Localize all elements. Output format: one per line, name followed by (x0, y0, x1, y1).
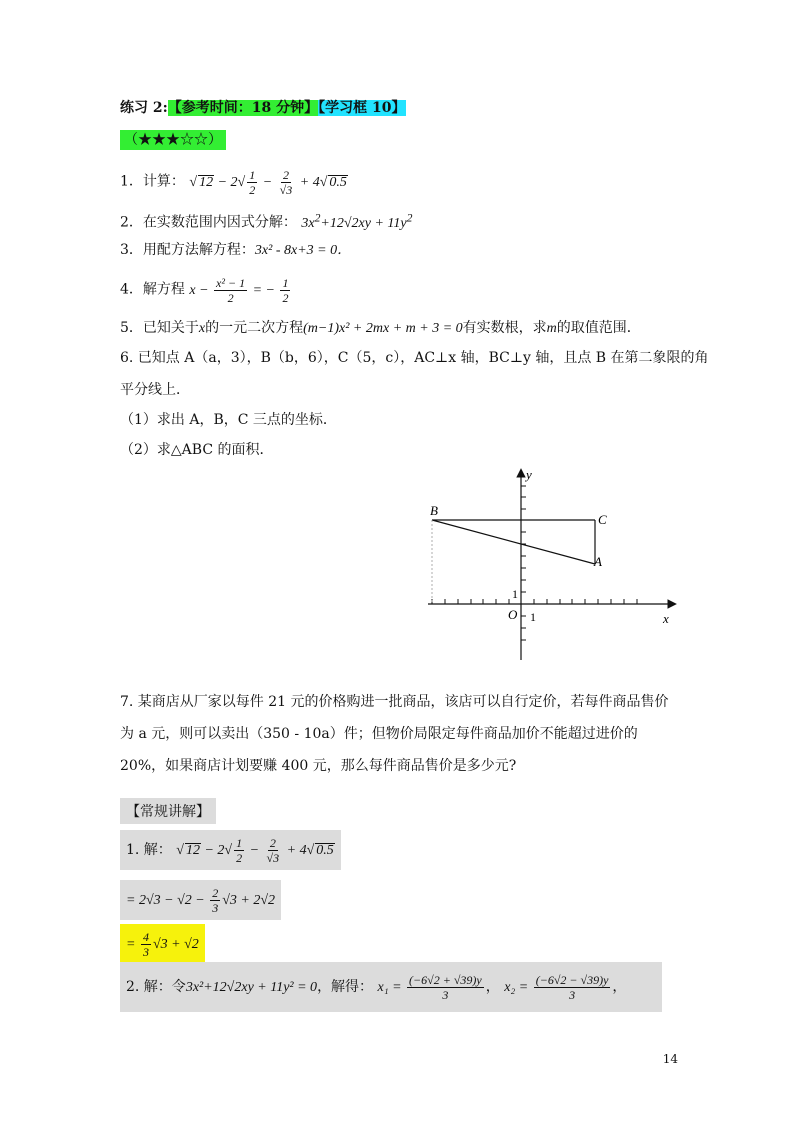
solution-1-result: = $\frac{4}{3}$ √3 + √2 (126, 930, 199, 960)
problem-5-text-a: 5．已知关于 (120, 320, 199, 336)
problem-3-label: 3．用配方法解方程： (120, 242, 255, 258)
solution-1-step-2: = 2√3 − √2 − $\frac{2}{3}$ √3 + 2√2 (126, 886, 276, 916)
x-axis-ticks (432, 599, 637, 604)
solution-1-label: 1. 解： (126, 842, 172, 858)
solution-1-answer (120, 924, 205, 964)
solution-2-label: 2. 解：令 (126, 979, 186, 995)
solution-2-root-2: x₂ = $\frac{(-6√2 - √39)y}{3}$ (504, 973, 609, 1003)
problem-5-text-c: 有实数根，求 (462, 320, 547, 336)
problem-4-label: 4．解方程 (120, 281, 185, 298)
problem-6-line-2: 平分线上． (120, 382, 190, 398)
label-b: B (430, 503, 438, 518)
solution-heading: 【常规讲解】 (120, 798, 216, 824)
label-x: x (663, 611, 669, 626)
problem-6-question-1: （1）求出 A，B，C 三点的坐标． (120, 412, 337, 428)
label-c: C (598, 512, 607, 527)
problem-1-expression: √ 12 − 2√ $\frac{1}{2}$ − $\frac{2}{√3}$ + 4√ 0.5 (189, 168, 347, 197)
segment-ab (432, 520, 595, 564)
problem-3 (120, 240, 351, 261)
difficulty-stars: （★★★☆☆） (120, 130, 226, 150)
problem-3-equation: 3x² - 8x+3 = 0． (254, 243, 352, 258)
problem-6-question-2: （2）求△ABC 的面积． (120, 442, 274, 458)
practice-label: 练习 2: (120, 100, 168, 116)
problem-1 (120, 168, 348, 197)
problem-5-text-b: 的一元二次方程 (205, 320, 304, 336)
problem-5-var-m: m (546, 321, 557, 336)
page-number: 14 (662, 1052, 678, 1066)
solution-1-line-1 (120, 830, 341, 870)
problem-5-equation: (m−1)x² + 2mx + m + 3 = 0 (303, 321, 463, 336)
box-label: 【学习框 10】 (318, 100, 406, 116)
label-y: y (526, 467, 532, 482)
problem-4-equation: x − $\frac{\text{x² − 1}}{2}$ = − $\frac{1}{2}$ (189, 276, 289, 305)
problem-7: 7. 某商店从厂家以每件 21 元的价格购进一批商品，该店可以自行定价，若每件商品售价为 a 元，则可以卖出（350 - 10a）件；但物价局限定每件商品加价不能超过进价的 20%，如果商店计划要赚 400 元，那么每件商品售价是多少元? (120, 694, 669, 774)
solution-1-line-2 (120, 880, 281, 920)
problem-6-line-1: 6. 已知点 A（a，3），B（b，6），C（5，c），AC⊥x 轴，BC⊥y 轴，且点 B 在第二象限的角 (120, 350, 709, 366)
y-axis-ticks (521, 486, 526, 640)
solution-2-comma-1: ， (485, 979, 500, 995)
problem-2-label: 2．在实数范围内因式分解： (120, 214, 297, 231)
practice-header (120, 98, 406, 118)
label-unit-y: 1 (512, 587, 518, 601)
solution-2 (120, 962, 662, 1012)
problem-5 (120, 318, 641, 339)
solution-2-equation: 3x²+12√2xy + 11y² = 0 (185, 980, 318, 995)
solution-1-expression: √ 12 − 2√ $\frac{1}{2}$ − $\frac{2}{√3}$ + 4√ 0.5 (176, 836, 334, 866)
label-origin: O (508, 607, 518, 622)
problem-5-var-x: x (198, 321, 206, 336)
label-unit-x: 1 (530, 610, 536, 624)
problem-5-text-d: 的取值范围． (556, 320, 641, 336)
coordinate-figure (420, 462, 690, 667)
solution-2-comma-2: ， (612, 979, 627, 995)
label-a: A (594, 554, 602, 569)
problem-2-expression: $3x^2+12√2xy + 11y^2$ (301, 211, 413, 231)
problem-1-label: 1．计算： (120, 173, 185, 190)
solution-2-solved-label: ，解得： (317, 979, 374, 995)
problem-2 (120, 208, 412, 234)
solution-2-root-1: x₁ = $\frac{(-6√2 + √39)y}{3}$ (377, 973, 482, 1003)
time-label: 【参考时间：18 分钟】 (167, 100, 319, 116)
problem-4 (120, 276, 292, 305)
